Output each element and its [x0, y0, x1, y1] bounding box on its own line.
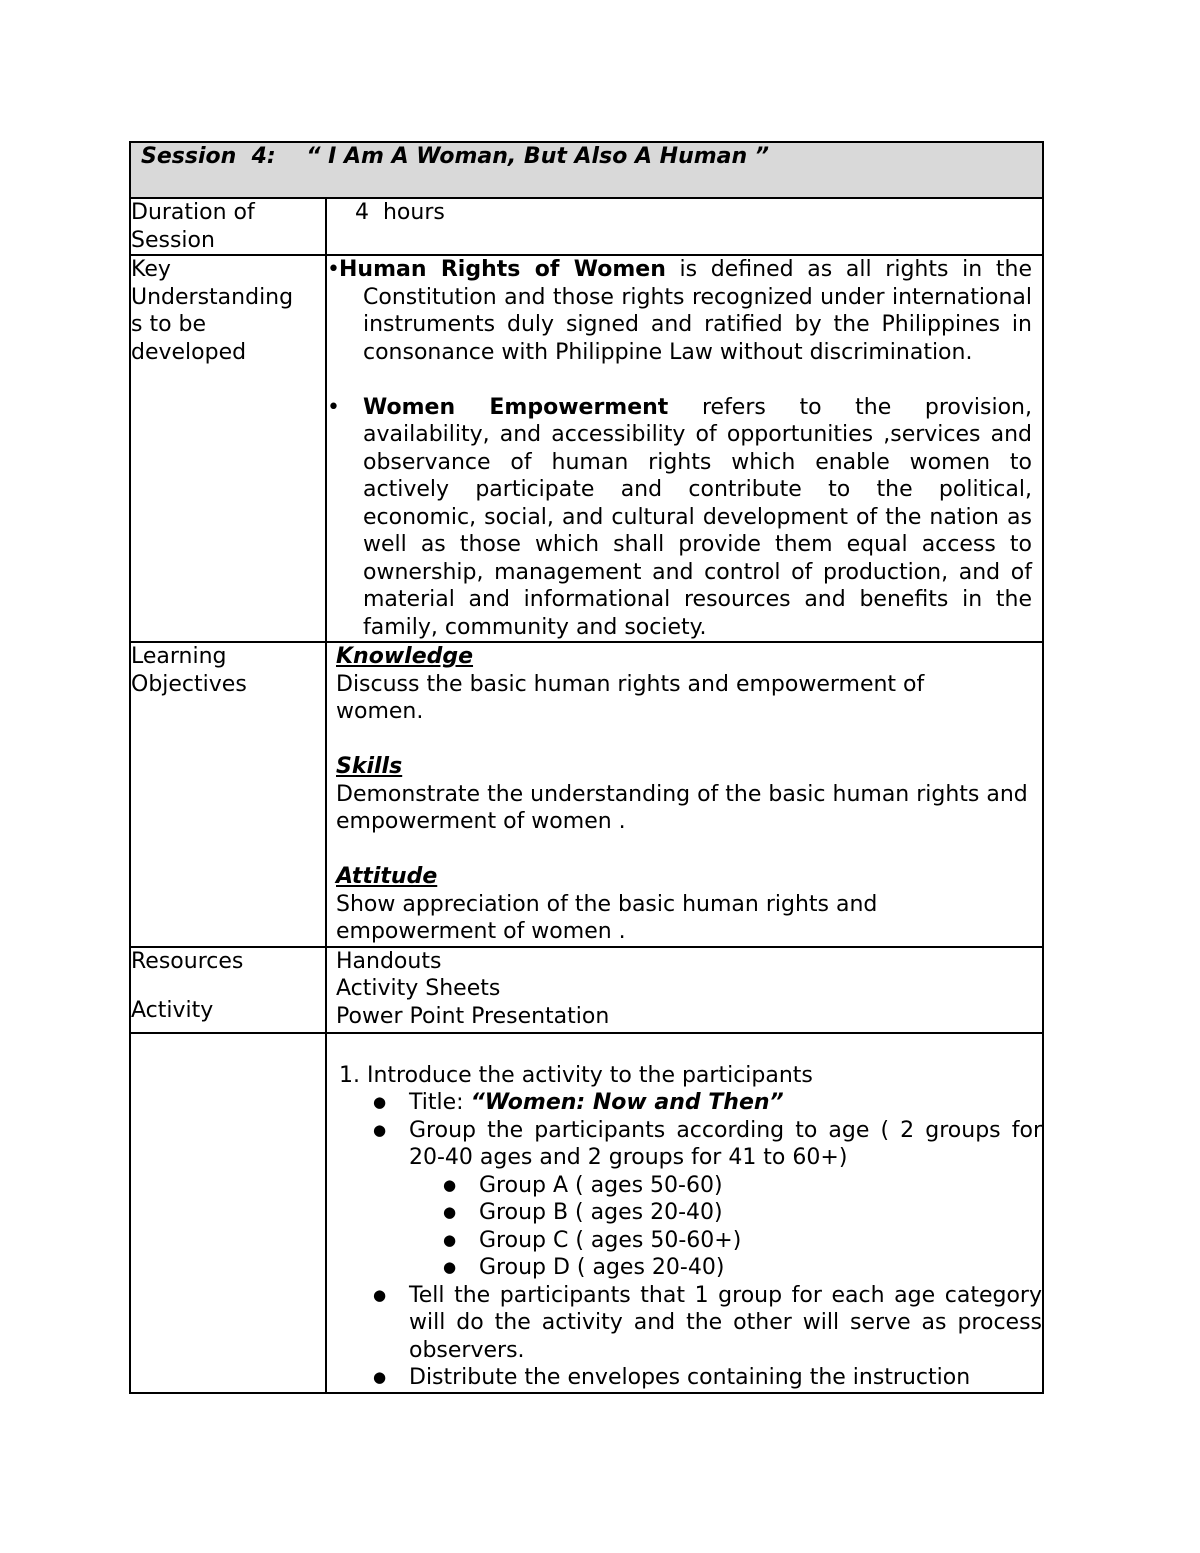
bullet-icon: •: [327, 394, 340, 420]
session-table: [129, 141, 1044, 1394]
group-item: ● Group D ( ages 20-40): [479, 1254, 1042, 1282]
duration-label: Duration of Session: [130, 198, 326, 255]
attitude-heading: Attitude: [336, 864, 438, 889]
duration-value: 4 hours: [341, 200, 445, 225]
list-item: ● Tell the participants that 1 group for each age category will do the activity and the other will serve as process observers.: [409, 1282, 1042, 1365]
duration-row: [130, 198, 1043, 255]
skills-heading: Skills: [336, 754, 403, 779]
activity-label-cell: [130, 997, 326, 1393]
activity-content: [326, 1033, 1043, 1393]
knowledge-text: Discuss the basic human rights and empowerment of women.: [336, 671, 925, 724]
key-understandings-row: [130, 255, 1043, 642]
bullet-icon: •: [327, 257, 340, 282]
key-understandings-content: [326, 255, 1043, 642]
activity-step: 1. Introduce the activity to the participants: [339, 1062, 813, 1088]
skills-text: Demonstrate the understanding of the basic human rights and empowerment of women .: [336, 781, 1028, 834]
key-understandings-label: Key Understanding s to be developed: [130, 255, 326, 642]
header-cell: [130, 142, 1043, 198]
objectives-label: Learning Objectives: [130, 642, 326, 947]
resources-label: Resources: [130, 947, 326, 1034]
attitude-text: Show appreciation of the basic human rights and empowerment of women .: [336, 891, 878, 944]
activity-step-list: [339, 1089, 1042, 1392]
key-understanding-item: • Women Empowerment refers to the provision, availability, and accessibility of opportunities ,services and observance of human rights which enable women to actively participate and contribute to the political, economic, social, and cultural development of the nation as well as those which shall provide them equal access to ownership, management and control of production, and of material and informational resources and benefits in the family, community and society.: [327, 394, 1032, 640]
resource-item: Power Point Presentation: [336, 1003, 610, 1029]
group-item: ● Group B ( ages 20-40): [479, 1199, 1042, 1227]
duration-value-cell: [326, 198, 1043, 255]
knowledge-heading: Knowledge: [336, 644, 474, 669]
list-item: ● Group the participants according to age ( 2 groups for 20-40 ages and 2 groups for 41 to 60+) ● Group A ( ages 50-60) ● Group B ( ages 20-40) ● Group C ( ages 50-60+) ● Group D ( ages 20-40): [409, 1117, 1042, 1282]
activity-title: “Women: Now and Then”: [470, 1090, 784, 1115]
resource-item: Activity Sheets: [336, 976, 501, 1001]
activity-row: [130, 1033, 1043, 1393]
header-row: [130, 142, 1043, 198]
group-list: [409, 1172, 1042, 1282]
list-item: ● Title: “Women: Now and Then”: [409, 1089, 1042, 1117]
group-item: ● Group C ( ages 50-60+): [479, 1227, 1042, 1255]
resource-item: Handouts: [336, 948, 442, 974]
key-understanding-item: • Human Rights of Women is defined as all rights in the Constitution and those rights recognized under international instruments duly signed and ratified by the Philippines in consonance with Philippine Law without discrimination.: [327, 257, 1032, 365]
resources-content: [326, 947, 1043, 1034]
group-item: ● Group A ( ages 50-60): [479, 1172, 1042, 1200]
list-item: ● Distribute the envelopes containing the instruction: [409, 1364, 1042, 1392]
session-title: Session 4: “ I Am A Woman, But Also A Human ”: [141, 144, 769, 169]
objectives-row: [130, 642, 1043, 947]
activity-label: Activity: [131, 997, 214, 1023]
objectives-content: [326, 642, 1043, 947]
